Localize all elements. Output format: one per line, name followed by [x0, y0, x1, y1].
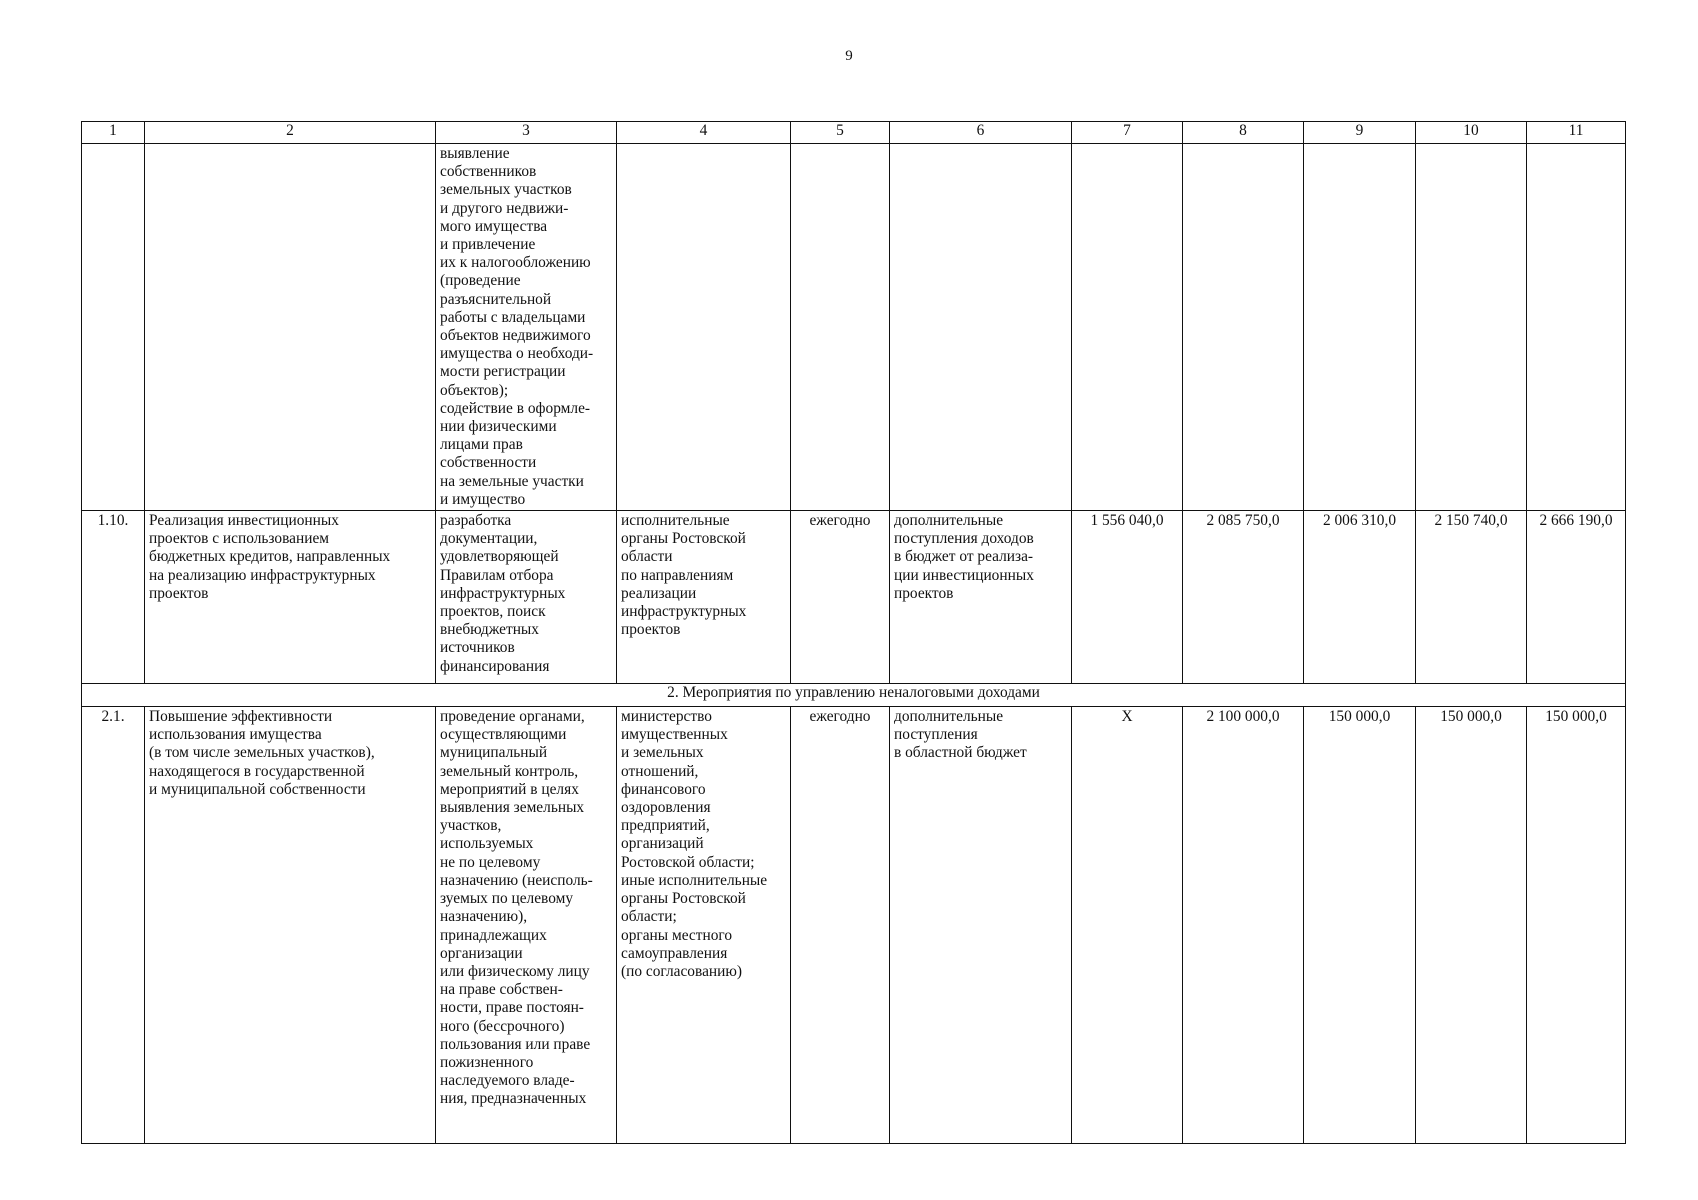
text-line: документации,	[440, 530, 538, 548]
header-cell: 2	[145, 122, 436, 144]
text-line: поступления доходов	[894, 530, 1034, 548]
text-line: органы Ростовской	[621, 530, 746, 548]
text-line: в бюджет от реализа-	[894, 548, 1034, 566]
cell-content	[436, 511, 617, 684]
text-line: иные исполнительные	[621, 871, 768, 889]
text-line: источников	[440, 639, 515, 657]
cell-value	[1416, 144, 1527, 511]
text-line: ности, праве постоян-	[440, 999, 584, 1017]
cell-value	[1072, 144, 1183, 511]
header-cell: 6	[890, 122, 1072, 144]
cell-num: 1.10.	[82, 511, 145, 684]
cell-term: ежегодно	[791, 511, 890, 684]
cell-value	[1527, 144, 1626, 511]
cell-measure	[145, 707, 436, 1144]
text-line: органы местного	[621, 926, 733, 944]
cell-value: 150 000,0	[1416, 707, 1527, 1144]
text-line: собственности	[440, 454, 537, 472]
header-cell: 8	[1183, 122, 1304, 144]
cell-value: 2 666 190,0	[1527, 511, 1626, 684]
text-line: организаций	[621, 835, 704, 853]
text-line: работы с владельцами	[440, 308, 586, 326]
text-line: мероприятий в целях	[440, 780, 579, 798]
text-line: принадлежащих	[440, 926, 547, 944]
text-line: назначению (неисполь-	[440, 871, 593, 889]
cell-value: Х	[1072, 707, 1183, 1144]
header-cell: 1	[82, 122, 145, 144]
cell-value: 150 000,0	[1304, 707, 1416, 1144]
text-line: и муниципальной собственности	[149, 780, 366, 798]
text-line: и имущество	[440, 490, 526, 508]
cell-num	[82, 144, 145, 511]
table-row-continuation	[82, 144, 1626, 511]
cell-content	[436, 707, 617, 1144]
text-line: имущества о необходи-	[440, 345, 594, 363]
cell-executor	[617, 144, 791, 511]
text-line: их к налогообложению	[440, 254, 591, 272]
cell-value	[1183, 144, 1304, 511]
text-line: и другого недвижи-	[440, 199, 569, 217]
text-line: Правилам отбора	[440, 566, 554, 584]
text-line: оздоровления	[621, 799, 711, 817]
cell-executor	[617, 511, 791, 684]
text-line: (проведение	[440, 272, 521, 290]
cell-result	[890, 144, 1072, 511]
text-line: самоуправления	[621, 944, 728, 962]
text-line: исполнительные	[621, 512, 730, 530]
text-line: проектов	[894, 584, 954, 602]
text-line: или физическому лицу	[440, 962, 590, 980]
header-cell: 3	[436, 122, 617, 144]
text-line: наследуемого владе-	[440, 1072, 575, 1090]
text-line: внебюджетных	[440, 621, 539, 639]
cell-value: 2 006 310,0	[1304, 511, 1416, 684]
text-line: ного (бессрочного)	[440, 1017, 565, 1035]
text-line: мости регистрации	[440, 363, 566, 381]
text-line: Повышение эффективности	[149, 708, 333, 726]
cell-measure	[145, 144, 436, 511]
text-line: Ростовской области;	[621, 853, 755, 871]
text-line: финансового	[621, 780, 706, 798]
cell-result	[890, 511, 1072, 684]
text-line: находящегося в государственной	[149, 762, 365, 780]
cell-value: 1 556 040,0	[1072, 511, 1183, 684]
header-cell: 10	[1416, 122, 1527, 144]
text-line: (в том числе земельных участков),	[149, 744, 375, 762]
cell-content	[436, 144, 617, 511]
text-line: области	[621, 548, 673, 566]
cell-value: 2 150 740,0	[1416, 511, 1527, 684]
text-line: объектов недвижимого	[440, 327, 591, 345]
text-line: удовлетворяющей	[440, 548, 559, 566]
column-number-header	[82, 122, 1626, 144]
text-line: использования имущества	[149, 726, 322, 744]
text-line: на реализацию инфраструктурных	[149, 566, 376, 584]
text-line: и земельных	[621, 744, 704, 762]
text-line: области;	[621, 908, 677, 926]
cell-executor	[617, 707, 791, 1144]
text-line: используемых	[440, 835, 534, 853]
text-line: финансирования	[440, 657, 550, 675]
text-line: разъяснительной	[440, 290, 552, 308]
table-row-1-10	[82, 511, 1626, 684]
cell-value: 2 100 000,0	[1183, 707, 1304, 1144]
header-cell: 7	[1072, 122, 1183, 144]
text-line: участков,	[440, 817, 502, 835]
text-line: лицами прав	[440, 436, 523, 454]
text-line: реализации	[621, 584, 697, 602]
cell-value	[1304, 144, 1416, 511]
text-line: поступления	[894, 726, 978, 744]
text-line: инфраструктурных	[621, 603, 747, 621]
text-line: дополнительные	[894, 512, 1004, 530]
text-line: отношений,	[621, 762, 699, 780]
text-line: выявление	[440, 145, 510, 162]
header-cell: 4	[617, 122, 791, 144]
table-row-2-1	[82, 707, 1626, 1144]
text-line: не по целевому	[440, 853, 541, 871]
header-cell: 11	[1527, 122, 1626, 144]
text-line: имущественных	[621, 726, 728, 744]
text-line: органы Ростовской	[621, 890, 746, 908]
cell-result	[890, 707, 1072, 1144]
text-line: предприятий,	[621, 817, 710, 835]
text-line: зуемых по целевому	[440, 890, 574, 908]
text-line: организации	[440, 944, 523, 962]
cell-num: 2.1.	[82, 707, 145, 1144]
text-line: пожизненного	[440, 1053, 534, 1071]
cell-term: ежегодно	[791, 707, 890, 1144]
text-line: и привлечение	[440, 236, 536, 254]
text-line: (по согласованию)	[621, 962, 742, 980]
text-line: ции инвестиционных	[894, 566, 1034, 584]
section-title: 2. Мероприятия по управлению неналоговыми доходами	[82, 684, 1626, 707]
header-cell: 9	[1304, 122, 1416, 144]
text-line: бюджетных кредитов, направленных	[149, 548, 391, 566]
text-line: ния, предназначенных	[440, 1090, 587, 1108]
text-line: осуществляющими	[440, 726, 567, 744]
text-line: министерство	[621, 708, 712, 726]
text-line: на земельные участки	[440, 472, 584, 490]
text-line: проектов	[621, 621, 681, 639]
measures-table	[81, 121, 1626, 1144]
text-line: по направлениям	[621, 566, 734, 584]
text-line: выявления земельных	[440, 799, 585, 817]
text-line: дополнительные	[894, 708, 1004, 726]
text-line: земельный контроль,	[440, 762, 579, 780]
page-number: 9	[845, 48, 853, 64]
text-line: муниципальный	[440, 744, 548, 762]
text-line: на праве собствен-	[440, 981, 563, 999]
text-line: содействие в оформле-	[440, 399, 591, 417]
text-line: нии физическими	[440, 418, 557, 436]
text-line: инфраструктурных	[440, 584, 566, 602]
text-line: проведение органами,	[440, 708, 585, 726]
text-line: земельных участков	[440, 181, 572, 199]
text-line: разработка	[440, 512, 512, 530]
text-line: собственников	[440, 163, 537, 181]
cell-measure	[145, 511, 436, 684]
text-line: проектов	[149, 584, 209, 602]
text-line: назначению),	[440, 908, 528, 926]
text-line: проектов, поиск	[440, 603, 546, 621]
header-cell: 5	[791, 122, 890, 144]
cell-term	[791, 144, 890, 511]
text-line: объектов);	[440, 381, 509, 399]
text-line: проектов с использованием	[149, 530, 330, 548]
text-line: пользования или праве	[440, 1035, 591, 1053]
text-line: в областной бюджет	[894, 744, 1027, 762]
cell-value: 150 000,0	[1527, 707, 1626, 1144]
text-line: Реализация инвестиционных	[149, 512, 339, 530]
section-heading-row	[82, 684, 1626, 707]
cell-value: 2 085 750,0	[1183, 511, 1304, 684]
text-line: мого имущества	[440, 217, 548, 235]
